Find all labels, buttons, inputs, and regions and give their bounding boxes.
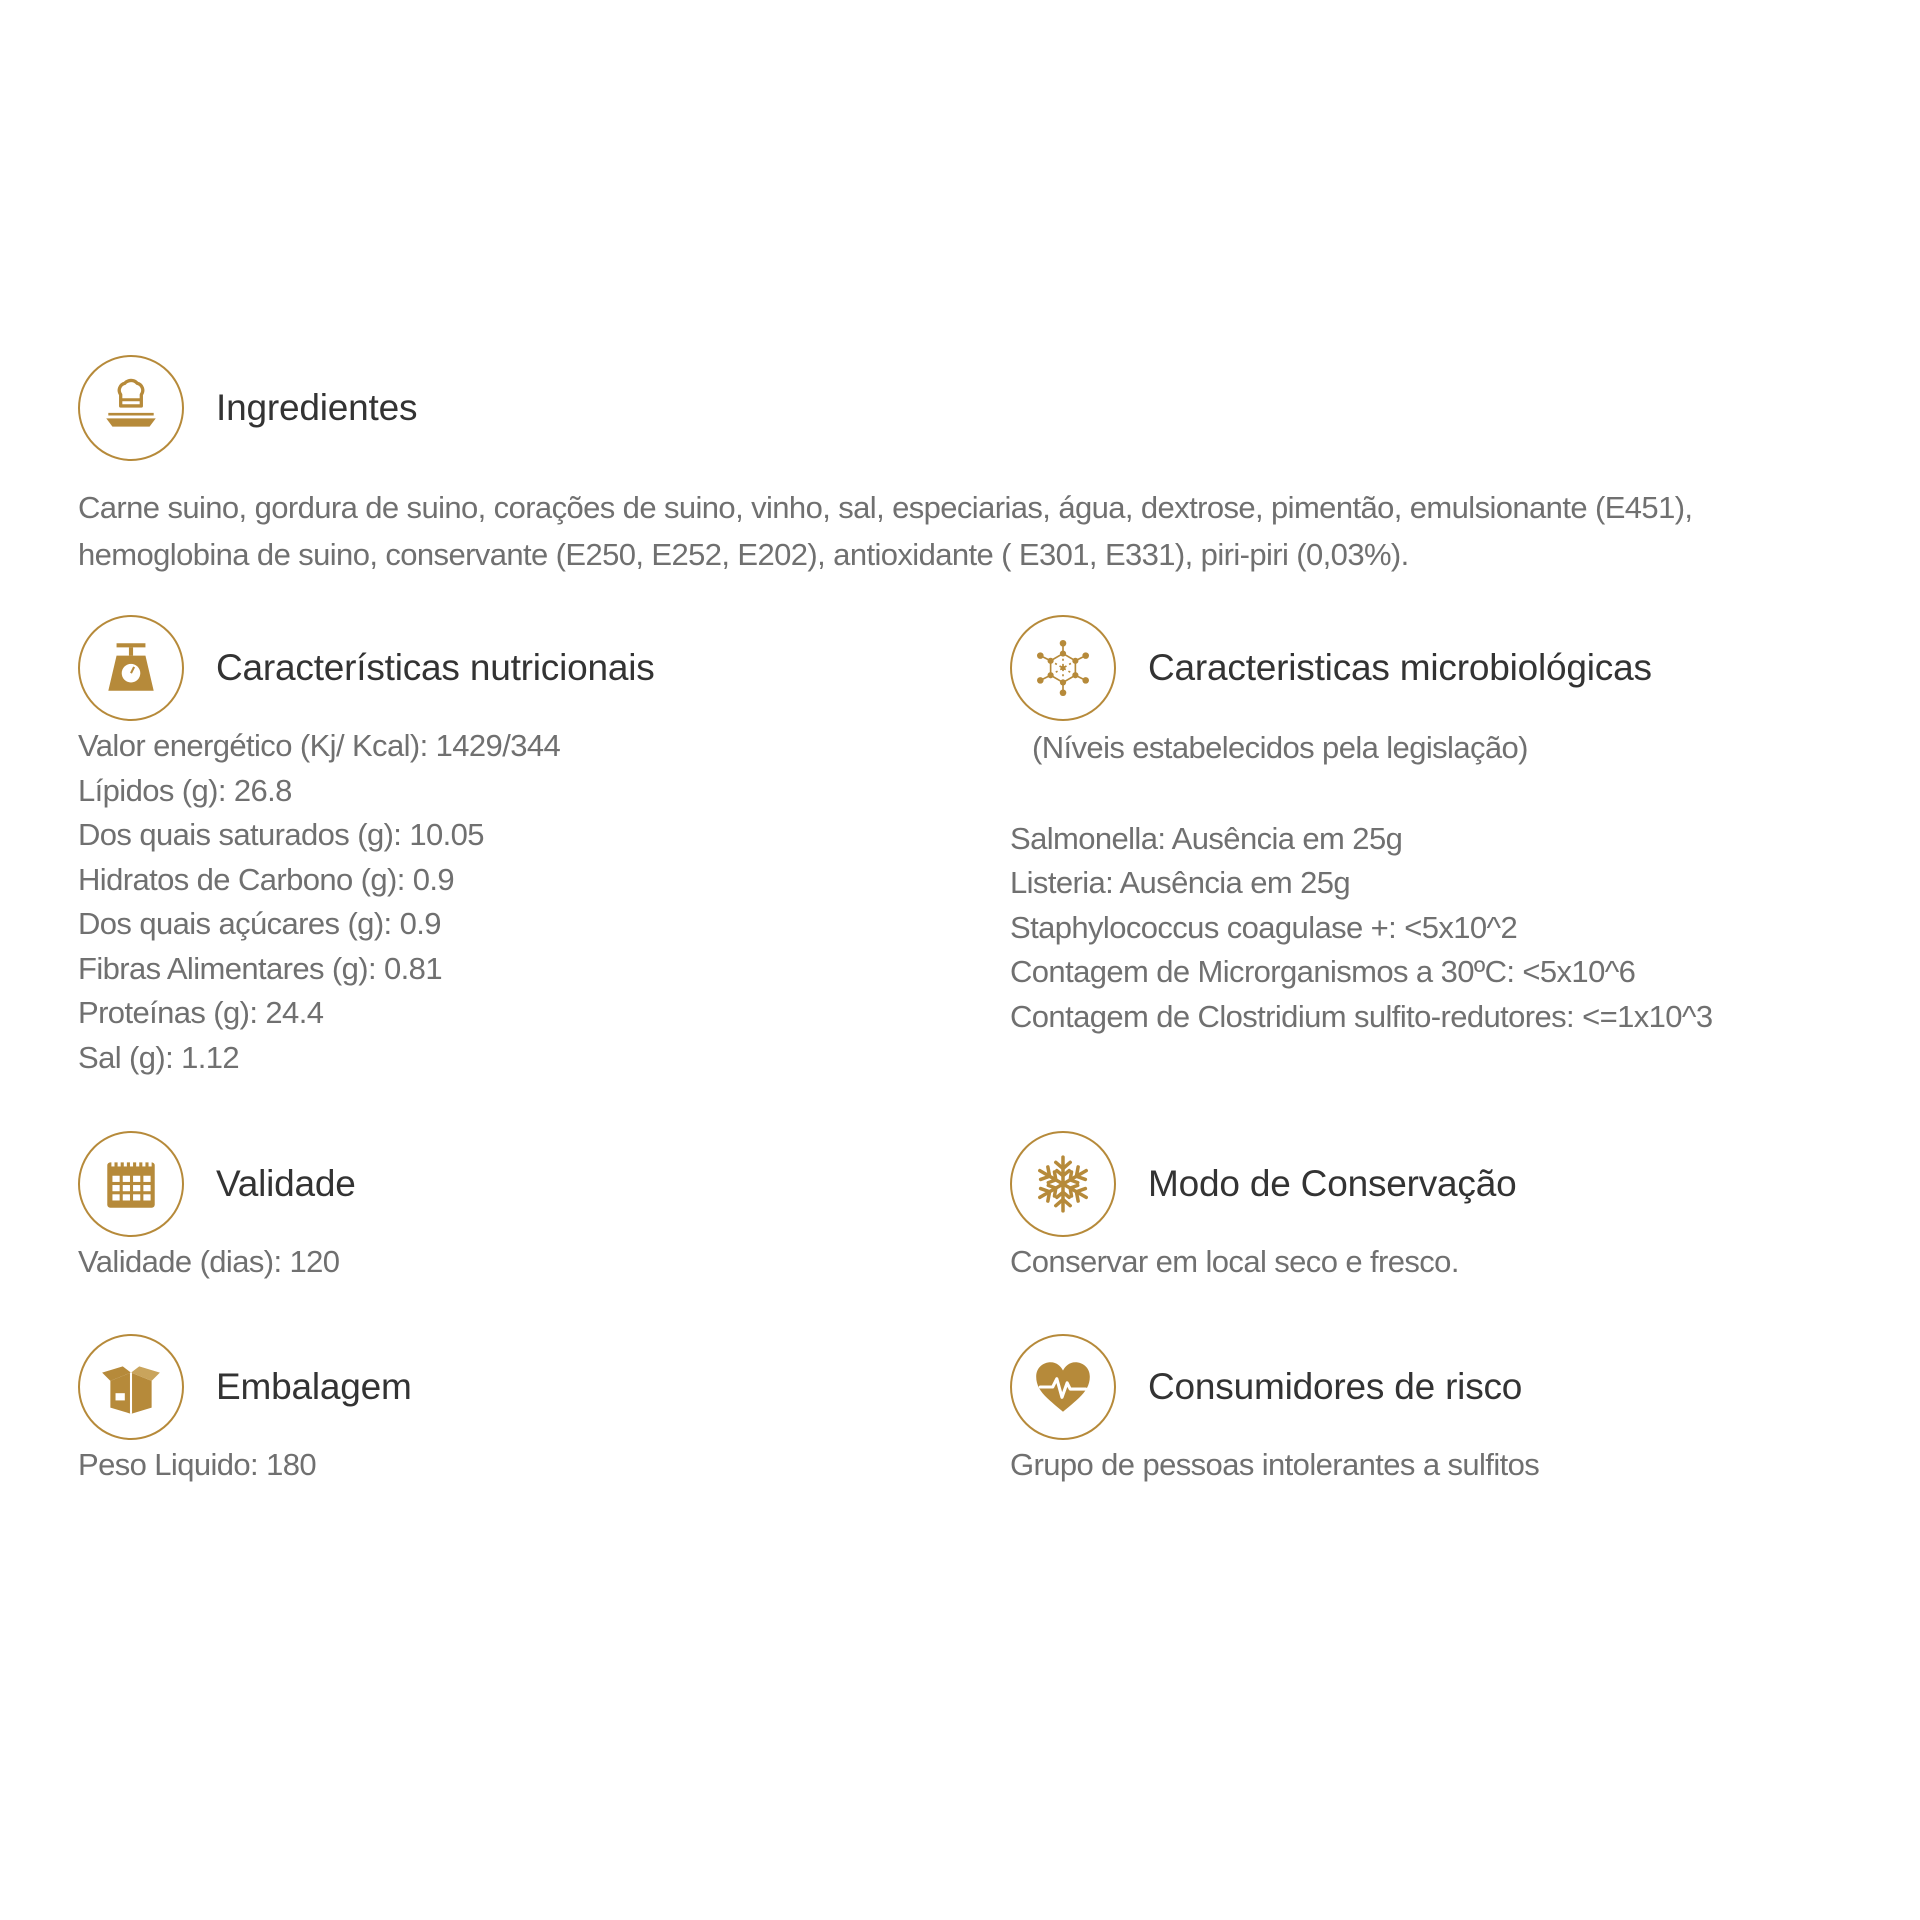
validity-title: Validade xyxy=(216,1163,356,1204)
validity-header xyxy=(78,1128,938,1240)
micro-list xyxy=(1010,817,1890,1040)
ingredients-text: Carne suino, gordura de suino, corações de suino, vinho, sal, especiarias, água, dextrose, pimentão, emulsionante (E451), hemoglobina de suino, conservante (E250, E252, E202), antioxidante ( E301, E331), piri-piri (0,03%). xyxy=(78,490,1693,572)
box-icon xyxy=(78,1334,184,1440)
snowflake-icon xyxy=(1010,1131,1116,1237)
packaging-text: Peso Liquido: 180 xyxy=(78,1447,316,1482)
conservation-title: Modo de Conservação xyxy=(1148,1163,1517,1204)
validity-text: Validade (dias): 120 xyxy=(78,1244,340,1279)
nutrition-list xyxy=(78,724,938,1080)
nutrition-title: Características nutricionais xyxy=(216,647,655,688)
packaging-header xyxy=(78,1331,938,1443)
micro-section xyxy=(1010,612,1890,1039)
nutrition-header xyxy=(78,612,938,724)
risk-text: Grupo de pessoas intolerantes a sulfitos xyxy=(1010,1447,1540,1482)
micro-line: Listeria: Ausência em 25g xyxy=(1010,865,1350,900)
nutrition-line: Dos quais açúcares (g): 0.9 xyxy=(78,906,441,941)
calendar-icon xyxy=(78,1131,184,1237)
validity-section xyxy=(78,1128,938,1285)
ingredients-title: Ingredientes xyxy=(216,387,418,428)
ingredients-header xyxy=(78,352,1858,464)
micro-line: Contagem de Clostridium sulfito-redutores: <=1x10^3 xyxy=(1010,998,1713,1034)
nutrition-line: Fibras Alimentares (g): 0.81 xyxy=(78,950,442,986)
ingredients-section xyxy=(78,352,1858,578)
micro-note: (Níveis estabelecidos pela legislação) xyxy=(1032,730,1528,765)
nutrition-line: Dos quais saturados (g): 10.05 xyxy=(78,817,484,852)
conservation-section xyxy=(1010,1128,1890,1285)
nutrition-line: Sal (g): 1.12 xyxy=(78,1039,240,1075)
heart-pulse-icon xyxy=(1010,1334,1116,1440)
micro-title: Caracteristicas microbiológicas xyxy=(1148,647,1652,688)
nutrition-line: Valor energético (Kj/ Kcal): 1429/344 xyxy=(78,728,561,763)
nutrition-line: Hidratos de Carbono (g): 0.9 xyxy=(78,861,455,897)
nutrition-line: Proteínas (g): 24.4 xyxy=(78,995,324,1030)
nutrition-section xyxy=(78,612,938,1080)
conservation-header xyxy=(1010,1128,1890,1240)
risk-header xyxy=(1010,1331,1890,1443)
molecule-icon xyxy=(1010,615,1116,721)
conservation-text: Conservar em local seco e fresco. xyxy=(1010,1244,1459,1279)
risk-title: Consumidores de risco xyxy=(1148,1366,1523,1407)
risk-section xyxy=(1010,1331,1890,1488)
micro-line: Staphylococcus coagulase +: <5x10^2 xyxy=(1010,909,1518,945)
packaging-section xyxy=(78,1331,938,1488)
nutrition-line: Lípidos (g): 26.8 xyxy=(78,772,292,808)
chef-hat-icon xyxy=(78,355,184,461)
packaging-title: Embalagem xyxy=(216,1366,412,1407)
micro-line: Contagem de Microrganismos a 30ºC: <5x10^6 xyxy=(1010,954,1636,989)
kitchen-scale-icon xyxy=(78,615,184,721)
micro-line: Salmonella: Ausência em 25g xyxy=(1010,820,1403,856)
micro-header xyxy=(1010,612,1890,724)
